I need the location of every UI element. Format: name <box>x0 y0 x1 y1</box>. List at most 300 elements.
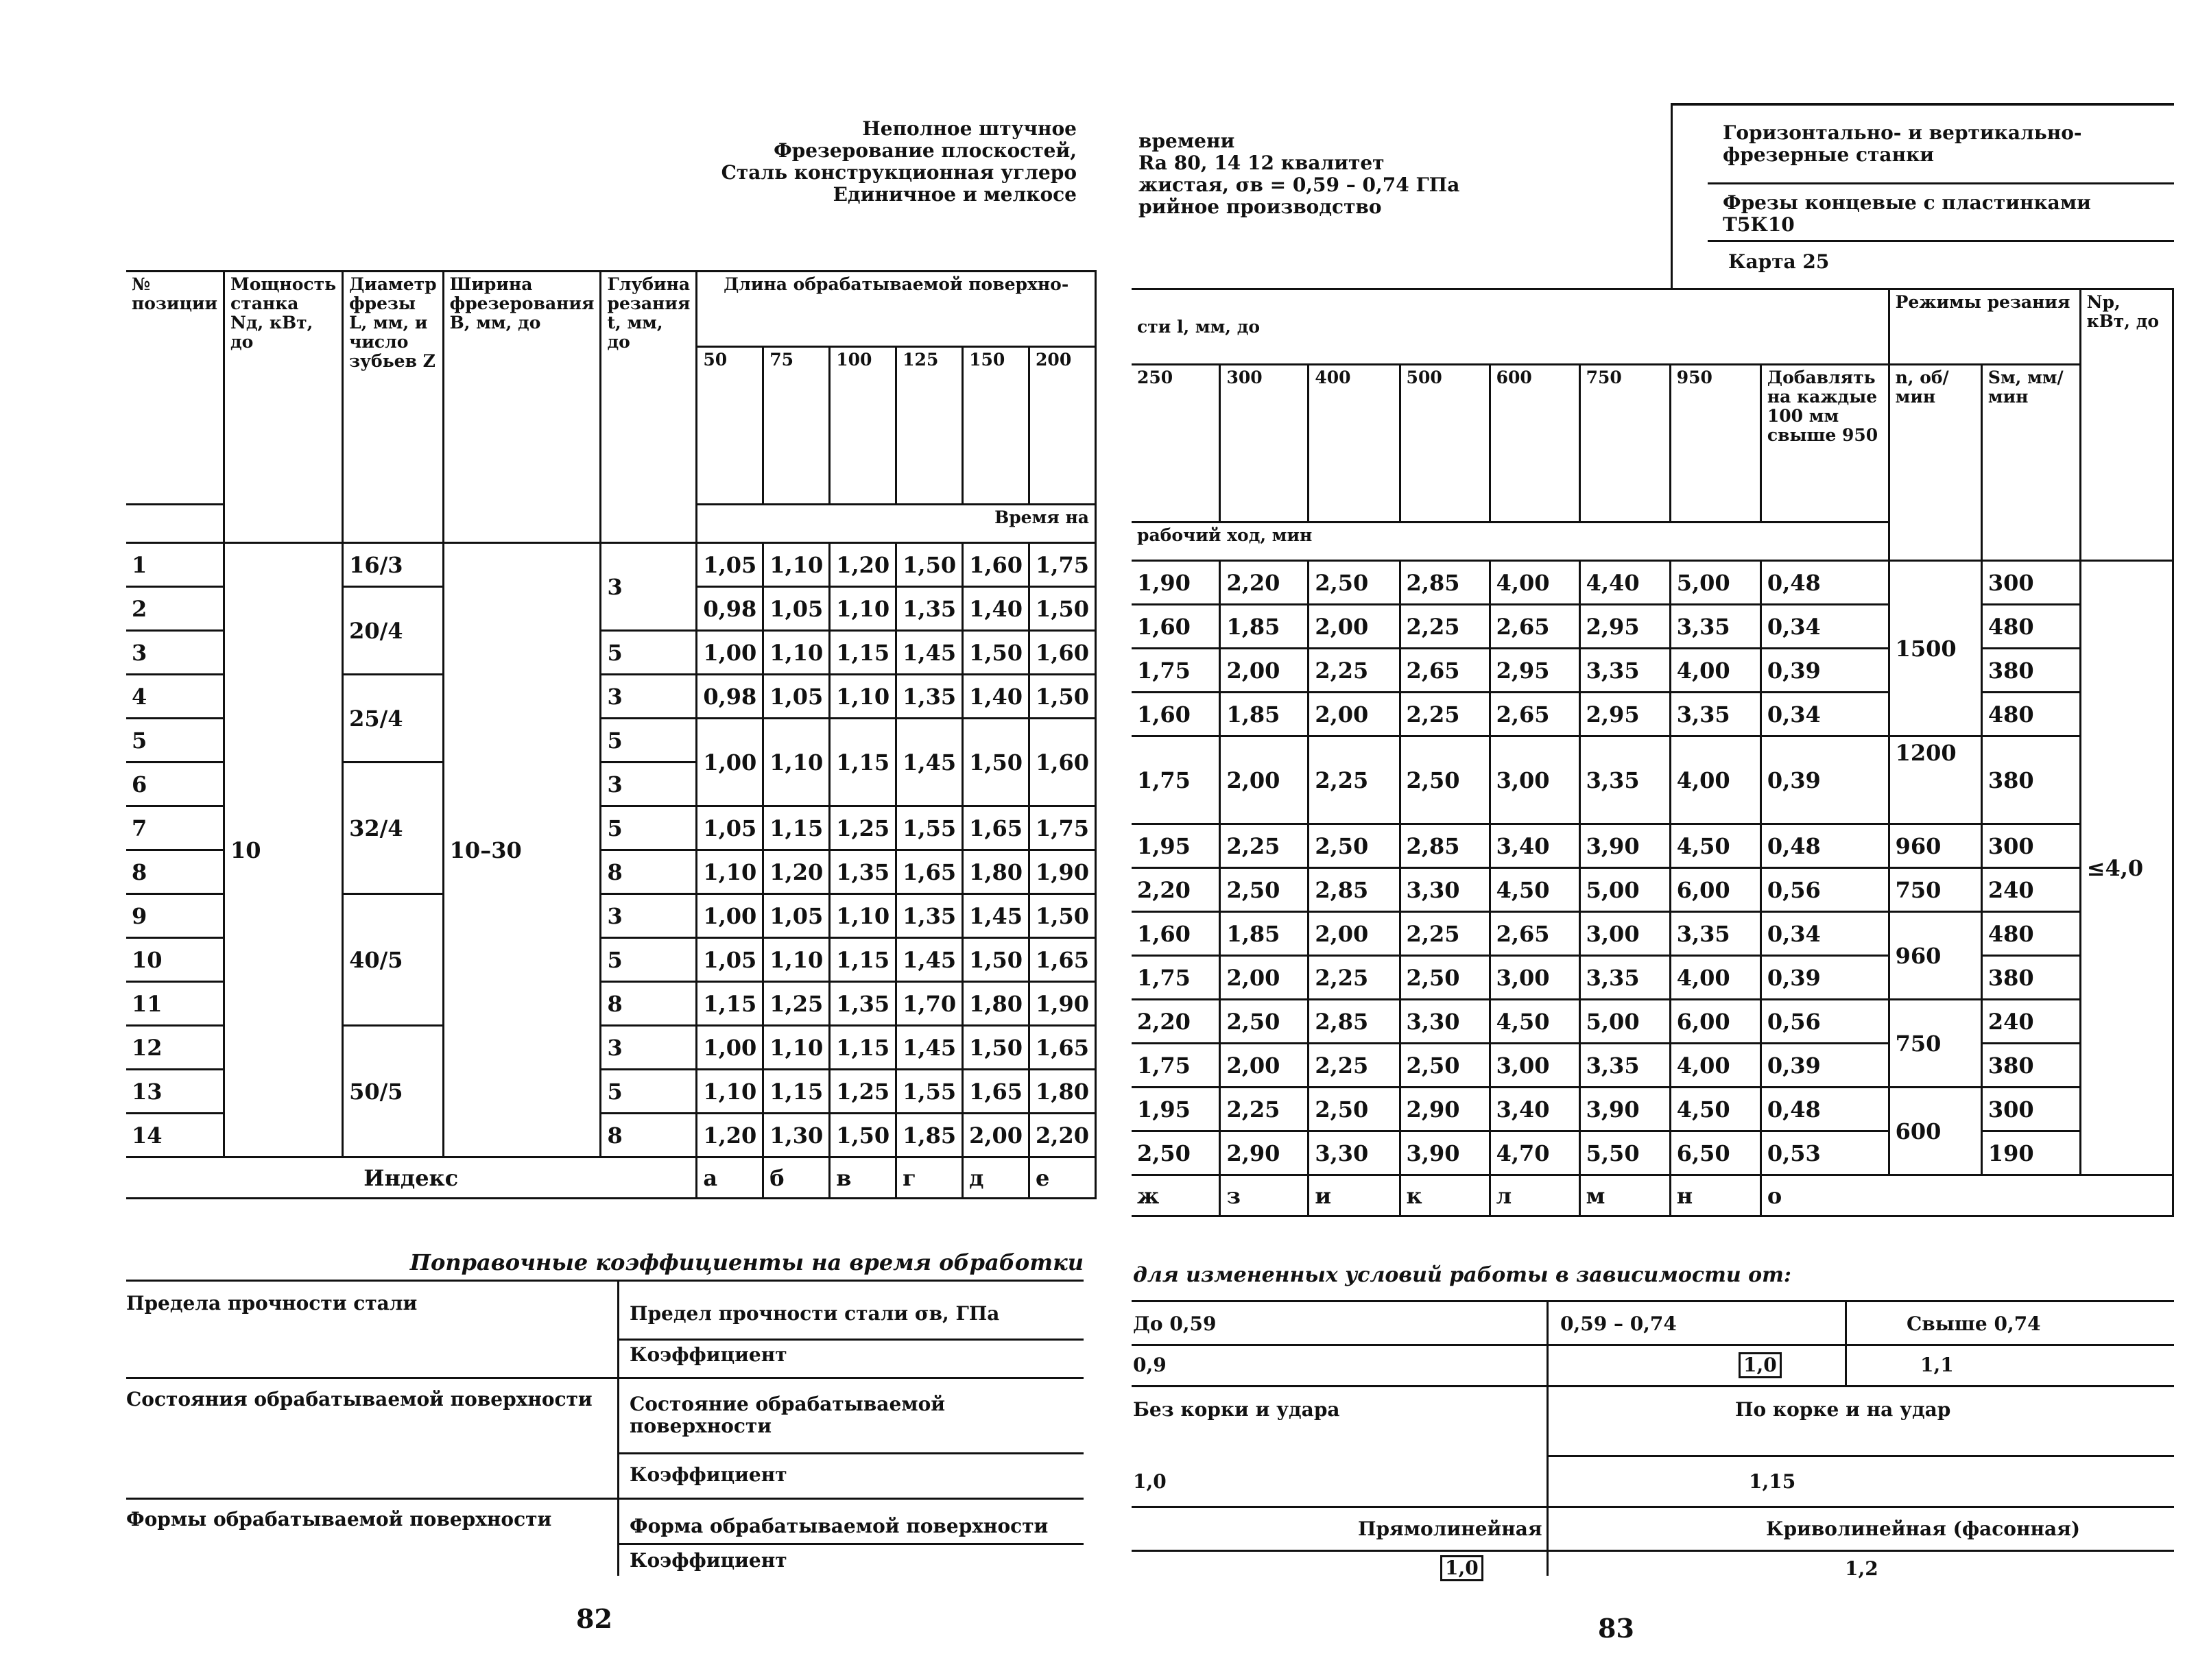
cell: 1,65 <box>896 850 963 894</box>
s-cell: 480 <box>1981 912 2080 956</box>
shape-k2: 1,2 <box>1845 1557 1878 1580</box>
cell: 1,70 <box>896 982 963 1026</box>
col-header-power: Мощность станка Nд, кВт, до <box>224 272 343 543</box>
cell: 1,45 <box>896 938 963 982</box>
pos-14: 14 <box>126 1114 224 1157</box>
cell: 1,25 <box>830 806 896 850</box>
cell: 4,00 <box>1490 561 1579 605</box>
pos-1: 1 <box>126 543 224 587</box>
index-zh: ж <box>1132 1175 1220 1216</box>
depth-r12: 3 <box>601 1026 697 1070</box>
cell: 1,05 <box>697 543 763 587</box>
strength-k1: 0,9 <box>1133 1354 1167 1376</box>
depth-r1: 3 <box>601 543 697 631</box>
add-cell: 0,39 <box>1760 649 1889 693</box>
n-cell: 750 <box>1889 868 1981 912</box>
depth-r14: 8 <box>601 1114 697 1157</box>
depth-r5: 5 <box>601 719 697 763</box>
length-125: 125 <box>896 347 963 505</box>
cell: 2,20 <box>1220 561 1309 605</box>
add-cell: 0,39 <box>1760 1044 1889 1088</box>
index-o: о <box>1760 1175 2173 1216</box>
cell: 0,98 <box>697 675 763 719</box>
cell: 2,50 <box>1400 956 1490 1000</box>
left-header-line-2: Фрезерование плоскостей, <box>774 139 1077 162</box>
shape-k1: 1,0 <box>1440 1555 1483 1581</box>
pos-5: 5 <box>126 719 224 763</box>
cell: 1,50 <box>963 631 1029 675</box>
pos-6: 6 <box>126 763 224 806</box>
cell: 2,00 <box>1309 912 1400 956</box>
pos-header-spacer <box>126 505 224 543</box>
cell: 2,20 <box>1132 1000 1220 1044</box>
cell: 1,75 <box>1029 806 1096 850</box>
index-e: е <box>1029 1157 1096 1199</box>
cell: 1,95 <box>1132 824 1220 868</box>
cell: 5,00 <box>1579 868 1670 912</box>
corr-left-2: Состояния обрабатываемой поверхности <box>126 1388 593 1411</box>
index-l: л <box>1490 1175 1579 1216</box>
right-header-line-1: времени <box>1138 130 1235 152</box>
shape-c1: Прямолинейная <box>1358 1517 1542 1540</box>
cell: 0,98 <box>697 587 763 631</box>
s-cell: 480 <box>1981 605 2080 649</box>
cell: 4,00 <box>1670 1044 1760 1088</box>
corr-r2-3: Коэффициент <box>630 1549 787 1572</box>
rule <box>1132 1550 2174 1552</box>
rule <box>126 1377 1084 1379</box>
length-400: 400 <box>1309 365 1400 523</box>
length-600: 600 <box>1490 365 1579 523</box>
cell: 2,00 <box>963 1114 1029 1157</box>
cell: 1,05 <box>697 806 763 850</box>
rule <box>617 1281 619 1576</box>
cell: 1,45 <box>963 894 1029 938</box>
cell: 1,50 <box>896 543 963 587</box>
left-header <box>721 118 1077 206</box>
corr-r1-1: Предел прочности стали σв, ГПа <box>630 1302 1000 1325</box>
cell: 3,35 <box>1579 736 1670 824</box>
corr-title: Поправочные коэффициенты на время обработки <box>409 1249 1084 1275</box>
diam-50-5: 50/5 <box>343 1026 444 1157</box>
cell: 1,85 <box>1220 693 1309 736</box>
s-cell: 380 <box>1981 649 2080 693</box>
add-cell: 0,53 <box>1760 1131 1889 1175</box>
rule <box>1549 1455 2174 1457</box>
cell: 1,75 <box>1029 543 1096 587</box>
add-cell: 0,34 <box>1760 912 1889 956</box>
length-300: 300 <box>1220 365 1309 523</box>
cell: 1,10 <box>763 543 830 587</box>
cell: 4,50 <box>1670 824 1760 868</box>
cell: 1,75 <box>1132 1044 1220 1088</box>
cell: 1,05 <box>697 938 763 982</box>
index-z: з <box>1220 1175 1309 1216</box>
cell: 1,90 <box>1029 850 1096 894</box>
n-cell: 600 <box>1889 1088 1981 1175</box>
cell: 1,55 <box>896 806 963 850</box>
index-label: Индекс <box>126 1157 697 1199</box>
cell: 1,25 <box>763 982 830 1026</box>
add-cell: 0,39 <box>1760 956 1889 1000</box>
cell: 3,00 <box>1490 956 1579 1000</box>
add-cell: 0,34 <box>1760 605 1889 649</box>
cell: 1,40 <box>963 675 1029 719</box>
cell: 2,65 <box>1490 693 1579 736</box>
length-950: 950 <box>1670 365 1760 523</box>
cell: 2,25 <box>1220 1088 1309 1131</box>
left-header-line-4: Единичное и мелкосе <box>833 183 1077 206</box>
index-b: б <box>763 1157 830 1199</box>
index-g: г <box>896 1157 963 1199</box>
cell: 1,10 <box>763 631 830 675</box>
rule <box>1671 103 2174 106</box>
cell: 1,10 <box>830 675 896 719</box>
rule <box>1132 1300 2174 1302</box>
cell: 1,50 <box>1029 675 1096 719</box>
cell: 3,90 <box>1400 1131 1490 1175</box>
cell: 2,00 <box>1309 605 1400 649</box>
shape-c2: Криволинейная (фасонная) <box>1766 1517 2081 1540</box>
cell: 2,25 <box>1400 912 1490 956</box>
length-750: 750 <box>1579 365 1670 523</box>
rule <box>1708 182 2174 184</box>
cell: 3,40 <box>1490 824 1579 868</box>
cell: 1,10 <box>763 719 830 806</box>
cell: 2,50 <box>1309 824 1400 868</box>
depth-r10: 5 <box>601 938 697 982</box>
length-200: 200 <box>1029 347 1096 505</box>
right-header-line-2: Ra 80, 14 12 квалитет <box>1138 152 1385 174</box>
cell: 2,00 <box>1220 1044 1309 1088</box>
left-header-line-3: Сталь конструкционная углеро <box>721 161 1077 184</box>
cell: 3,40 <box>1490 1088 1579 1131</box>
cell: 1,95 <box>1132 1088 1220 1131</box>
length-75: 75 <box>763 347 830 505</box>
depth-r9: 3 <box>601 894 697 938</box>
right-time-table <box>1132 288 2174 1217</box>
n-header: n, об/мин <box>1889 365 1981 561</box>
work-label: рабочий ход, мин <box>1132 523 1889 561</box>
cell: 4,50 <box>1490 868 1579 912</box>
col-header-depth: Глубина резания t, мм, до <box>601 272 697 543</box>
cell: 1,15 <box>763 806 830 850</box>
time-label: Время на <box>697 505 1096 543</box>
strength-k2: 1,0 <box>1739 1352 1782 1378</box>
cell: 1,60 <box>963 543 1029 587</box>
cell: 2,25 <box>1309 956 1400 1000</box>
cell: 3,90 <box>1579 1088 1670 1131</box>
cell: 1,60 <box>1029 631 1096 675</box>
n-cell: 1500 <box>1889 561 1981 736</box>
rule <box>126 1498 1084 1500</box>
surface-k1: 1,0 <box>1133 1470 1167 1493</box>
surface-c1: Без корки и удара <box>1133 1398 1340 1421</box>
cell: 2,85 <box>1400 824 1490 868</box>
depth-r4: 3 <box>601 675 697 719</box>
cell: 1,60 <box>1132 912 1220 956</box>
s-cell: 190 <box>1981 1131 2080 1175</box>
rule <box>619 1452 1084 1454</box>
col-header-pos: № позиции <box>126 272 224 505</box>
cell: 1,50 <box>963 1026 1029 1070</box>
diam-40-5: 40/5 <box>343 894 444 1026</box>
cell: 1,10 <box>830 587 896 631</box>
surface-c2: По корке и на удар <box>1735 1398 1951 1421</box>
index-m: м <box>1579 1175 1670 1216</box>
cell: 1,20 <box>763 850 830 894</box>
rule <box>126 1280 1084 1282</box>
rule <box>1132 1506 2174 1508</box>
cell: 1,75 <box>1132 649 1220 693</box>
pos-9: 9 <box>126 894 224 938</box>
cell: 2,90 <box>1220 1131 1309 1175</box>
cell: 2,25 <box>1309 736 1400 824</box>
n-cell: 960 <box>1889 912 1981 1000</box>
cell: 3,90 <box>1579 824 1670 868</box>
n-cell: 1200 <box>1889 736 1981 824</box>
power-cell: 10 <box>224 543 343 1157</box>
cell: 1,50 <box>830 1114 896 1157</box>
cell: 3,00 <box>1490 736 1579 824</box>
s-header: Sм, мм/мин <box>1981 365 2080 561</box>
cell: 1,75 <box>1132 736 1220 824</box>
cell: 2,65 <box>1490 605 1579 649</box>
cell: 1,35 <box>896 587 963 631</box>
cell: 2,00 <box>1220 956 1309 1000</box>
s-cell: 240 <box>1981 1000 2080 1044</box>
pos-10: 10 <box>126 938 224 982</box>
cell: 1,10 <box>697 850 763 894</box>
s-cell: 300 <box>1981 561 2080 605</box>
corr-r2-1: Коэффициент <box>630 1343 787 1366</box>
cell: 2,85 <box>1309 1000 1400 1044</box>
cell: 1,05 <box>763 894 830 938</box>
cell: 1,80 <box>963 982 1029 1026</box>
cell: 1,50 <box>963 938 1029 982</box>
add-cell: 0,39 <box>1760 736 1889 824</box>
cell: 1,35 <box>830 982 896 1026</box>
width-cell: 10–30 <box>443 543 601 1157</box>
cell: 2,95 <box>1490 649 1579 693</box>
pos-13: 13 <box>126 1070 224 1114</box>
cell: 1,50 <box>1029 587 1096 631</box>
cell: 3,30 <box>1309 1131 1400 1175</box>
cell: 2,50 <box>1400 1044 1490 1088</box>
col-header-length-group: Длина обрабатываемой поверхно- <box>697 272 1096 347</box>
pos-3: 3 <box>126 631 224 675</box>
rule <box>619 1543 1084 1545</box>
cell: 1,75 <box>1132 956 1220 1000</box>
cell: 1,60 <box>1029 719 1096 806</box>
cell: 3,35 <box>1579 649 1670 693</box>
cell: 3,35 <box>1579 956 1670 1000</box>
add-cell: 0,48 <box>1760 561 1889 605</box>
add-cell: 0,48 <box>1760 1088 1889 1131</box>
cell: 1,25 <box>830 1070 896 1114</box>
cell: 4,50 <box>1490 1000 1579 1044</box>
s-cell: 240 <box>1981 868 2080 912</box>
cell: 3,35 <box>1670 912 1760 956</box>
cell: 1,20 <box>697 1114 763 1157</box>
cell: 1,65 <box>1029 1026 1096 1070</box>
cell: 2,25 <box>1220 824 1309 868</box>
rule <box>619 1339 1084 1341</box>
pos-4: 4 <box>126 675 224 719</box>
pos-2: 2 <box>126 587 224 631</box>
cell: 2,00 <box>1309 693 1400 736</box>
cell: 1,15 <box>830 938 896 982</box>
pos-11: 11 <box>126 982 224 1026</box>
cell: 4,00 <box>1670 736 1760 824</box>
cell: 2,95 <box>1579 693 1670 736</box>
cell: 1,00 <box>697 631 763 675</box>
cell: 1,10 <box>763 938 830 982</box>
s-cell: 380 <box>1981 1044 2080 1088</box>
length-250: 250 <box>1132 365 1220 523</box>
cell: 4,40 <box>1579 561 1670 605</box>
cell: 1,65 <box>1029 938 1096 982</box>
index-a: а <box>697 1157 763 1199</box>
index-i: и <box>1309 1175 1400 1216</box>
cell: 1,60 <box>1132 693 1220 736</box>
index-n: н <box>1670 1175 1760 1216</box>
cell: 2,95 <box>1579 605 1670 649</box>
diam-16-3: 16/3 <box>343 543 444 587</box>
cell: 1,15 <box>830 631 896 675</box>
cell: 5,00 <box>1670 561 1760 605</box>
cell: 1,50 <box>1029 894 1096 938</box>
col-header-diam: Диаметр фрезы L, мм, и число зубьев Z <box>343 272 444 543</box>
np-header: Np, кВт, до <box>2080 289 2173 561</box>
s-cell: 300 <box>1981 1088 2080 1131</box>
cell: 4,70 <box>1490 1131 1579 1175</box>
cell: 1,35 <box>830 850 896 894</box>
page-number: 83 <box>1598 1613 1634 1644</box>
diam-32-4: 32/4 <box>343 763 444 894</box>
cell: 1,00 <box>697 894 763 938</box>
length-50: 50 <box>697 347 763 505</box>
corr-left-1: Предела прочности стали <box>126 1292 418 1315</box>
rule <box>1132 1344 2174 1346</box>
cell: 5,00 <box>1579 1000 1670 1044</box>
cell: 1,35 <box>896 675 963 719</box>
pos-12: 12 <box>126 1026 224 1070</box>
cell: 3,35 <box>1670 693 1760 736</box>
cell: 1,15 <box>830 719 896 806</box>
rule <box>1845 1301 1847 1387</box>
depth-r7: 5 <box>601 806 697 850</box>
cell: 6,50 <box>1670 1131 1760 1175</box>
pos-7: 7 <box>126 806 224 850</box>
cell: 1,60 <box>1132 605 1220 649</box>
cell: 1,00 <box>697 1026 763 1070</box>
card-machine: Горизонтально- и вертикально-фрезерные станки <box>1723 121 2082 166</box>
diam-25-4: 25/4 <box>343 675 444 763</box>
depth-r6: 3 <box>601 763 697 806</box>
add-cell: 0,48 <box>1760 824 1889 868</box>
cell: 2,50 <box>1220 868 1309 912</box>
s-cell: 380 <box>1981 736 2080 824</box>
rule <box>1671 103 1673 288</box>
cell: 2,00 <box>1220 649 1309 693</box>
card-tool: Фрезы концевые с пластинками Т5К10 <box>1723 191 2091 236</box>
rule <box>1132 1385 2174 1387</box>
cell: 2,50 <box>1400 736 1490 824</box>
add-cell: 0,56 <box>1760 1000 1889 1044</box>
add-cell: 0,56 <box>1760 868 1889 912</box>
cell: 1,10 <box>830 894 896 938</box>
page-number: 82 <box>576 1603 612 1634</box>
cell: 1,85 <box>1220 605 1309 649</box>
cell: 2,90 <box>1400 1088 1490 1131</box>
cell: 3,00 <box>1490 1044 1579 1088</box>
depth-r3: 5 <box>601 631 697 675</box>
corr-cont: для измененных условий работы в зависимости от: <box>1133 1263 1791 1287</box>
right-header <box>1138 130 1459 218</box>
cell: 1,00 <box>697 719 763 806</box>
cell: 5,50 <box>1579 1131 1670 1175</box>
cell: 2,50 <box>1132 1131 1220 1175</box>
add-header: Добавлять на каждые 100 мм свыше 950 <box>1760 365 1889 523</box>
cell: 1,45 <box>896 719 963 806</box>
modes-header: Режимы резания <box>1889 289 2080 365</box>
corr-r1-2: Состояние обрабатываемой поверхности <box>630 1393 946 1437</box>
s-cell: 300 <box>1981 824 2080 868</box>
depth-r13: 5 <box>601 1070 697 1114</box>
depth-r8: 8 <box>601 850 697 894</box>
cell: 2,20 <box>1029 1114 1096 1157</box>
corr-r1-3: Форма обрабатываемой поверхности <box>630 1515 1049 1537</box>
length-150: 150 <box>963 347 1029 505</box>
page-82 <box>0 0 1104 1680</box>
n-cell: 750 <box>1889 1000 1981 1088</box>
cell: 2,65 <box>1490 912 1579 956</box>
surface-k2: 1,15 <box>1749 1470 1796 1493</box>
length-100: 100 <box>830 347 896 505</box>
cell: 1,65 <box>963 806 1029 850</box>
left-header-line-1: Неполное штучное <box>862 117 1077 140</box>
page-83 <box>1104 0 2209 1680</box>
corr-r2-2: Коэффициент <box>630 1463 787 1486</box>
cell: 3,00 <box>1579 912 1670 956</box>
col-header-width: Ширина фрезерования B, мм, до <box>443 272 601 543</box>
cell: 1,65 <box>963 1070 1029 1114</box>
cell: 1,85 <box>1220 912 1309 956</box>
length-cont: сти l, мм, до <box>1132 289 1889 365</box>
cell: 1,50 <box>963 719 1029 806</box>
diam-20-4: 20/4 <box>343 587 444 675</box>
cell: 1,45 <box>896 631 963 675</box>
cell: 1,05 <box>763 675 830 719</box>
cell: 1,15 <box>830 1026 896 1070</box>
cell: 1,85 <box>896 1114 963 1157</box>
s-cell: 380 <box>1981 956 2080 1000</box>
cell: 1,80 <box>963 850 1029 894</box>
cell: 2,20 <box>1132 868 1220 912</box>
cell: 1,45 <box>896 1026 963 1070</box>
cell: 1,90 <box>1132 561 1220 605</box>
strength-k3: 1,1 <box>1920 1354 1954 1376</box>
right-header-line-3: жистая, σв = 0,59 – 0,74 ГПа <box>1138 173 1460 196</box>
cell: 1,35 <box>896 894 963 938</box>
cell: 2,25 <box>1400 693 1490 736</box>
cell: 4,50 <box>1670 1088 1760 1131</box>
cell: 3,35 <box>1670 605 1760 649</box>
cell: 6,00 <box>1670 868 1760 912</box>
cell: 2,25 <box>1400 605 1490 649</box>
cell: 1,90 <box>1029 982 1096 1026</box>
